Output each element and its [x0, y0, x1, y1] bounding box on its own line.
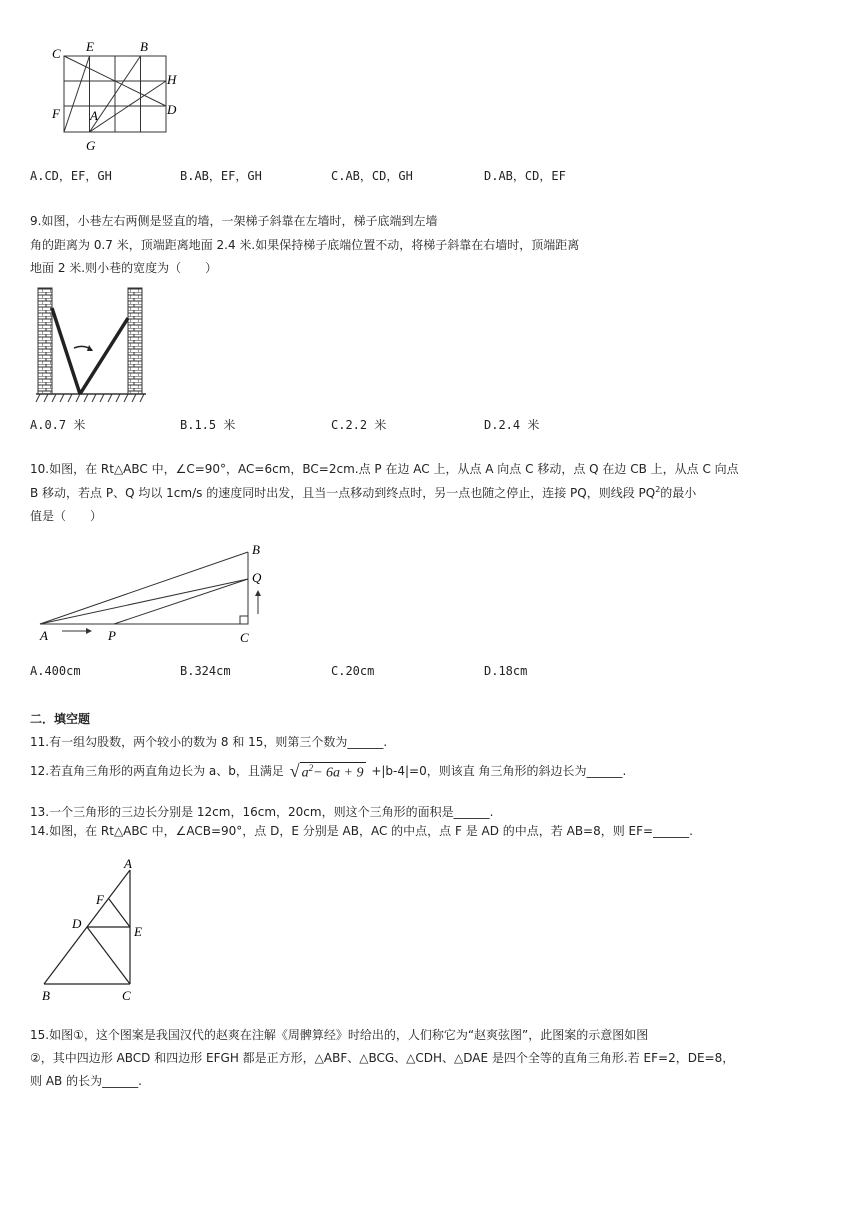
q10-option-d[interactable]: D.18cm — [484, 664, 528, 678]
q10-label-q: Q — [252, 570, 262, 585]
q10-option-c[interactable]: C.20cm — [331, 664, 375, 678]
q8-option-b[interactable]: B.AB，EF，GH — [180, 169, 262, 183]
q14-label-b: B — [42, 988, 50, 1003]
q10-label-a: A — [40, 628, 48, 643]
q8-label-g: G — [86, 138, 96, 153]
q10-text-line2 — [30, 484, 696, 501]
q10-square-sup: 2 — [655, 485, 661, 494]
q8-label-f: F — [52, 106, 60, 121]
q10-text-line3: 值是（ ） — [30, 509, 103, 523]
q10-label-b: B — [252, 542, 260, 557]
q10-label-p: P — [108, 628, 116, 643]
q10-option-b[interactable]: B.324cm — [180, 664, 231, 678]
q10-triangle-figure — [34, 536, 274, 650]
q10-text-line2a: B 移动，若点 P、Q 均以 1cm/s 的速度同时出发，且当一点移动到终点时，另一点也随之停止，连接 PQ，则线段 PQ — [30, 486, 656, 500]
q13-text: 13.一个三角形的三边长分别是 12cm，16cm，20cm，则这个三角形的面积是______. — [30, 805, 494, 819]
q14-label-f: F — [96, 892, 104, 907]
q8-label-a: A — [90, 108, 98, 123]
q9-option-b[interactable]: B.1.5 米 — [180, 418, 236, 432]
q12-text-after: +|b-4|=0，则该直 角三角形的斜边长为______. — [371, 764, 627, 778]
q8-label-c: C — [52, 46, 61, 61]
q11-text: 11.有一组勾股数，两个较小的数为 8 和 15，则第三个数为______. — [30, 735, 388, 749]
q14-label-a: A — [124, 856, 132, 871]
q14-text: 14.如图，在 Rt△ABC 中，∠ACB=90°，点 D，E 分别是 AB，AC 的中点，点 F 是 AD 的中点，若 AB=8，则 EF=______. — [30, 824, 693, 838]
q9-option-a[interactable]: A.0.7 米 — [30, 418, 86, 432]
q9-text-line3: 地面 2 米.则小巷的宽度为（ ） — [30, 261, 218, 275]
q8-grid-figure — [48, 38, 188, 158]
q8-label-h: H — [167, 72, 177, 87]
q9-option-d[interactable]: D.2.4 米 — [484, 418, 540, 432]
q12-text — [30, 761, 626, 782]
q10-option-a[interactable]: A.400cm — [30, 664, 81, 678]
q8-option-d[interactable]: D.AB，CD，EF — [484, 169, 566, 183]
q9-text-line1: 9.如图，小巷左右两侧是竖直的墙，一架梯子斜靠在左墙时，梯子底端到左墙 — [30, 214, 438, 228]
q8-label-d: D — [167, 102, 177, 117]
q14-label-e: E — [134, 924, 142, 939]
q14-triangle-figure — [36, 856, 156, 1006]
q15-text-line2: ②，其中四边形 ABCD 和四边形 EFGH 都是正方形，△ABF、△BCG、△CDH、△DAE 是四个全等的直角三角形.若 EF=2，DE=8， — [30, 1051, 735, 1065]
q12-radicand-sup: 2 — [308, 763, 314, 774]
q9-ladder-figure — [34, 286, 154, 410]
section-title-fill-in: 二．填空题 — [30, 712, 91, 726]
q12-text-before: 12.若直角三角形的两直角边长为 a、b，且满足 — [30, 764, 284, 778]
q12-radicand-rest: − 6a + 9 — [313, 766, 364, 781]
q15-text-line3: 则 AB 的长为______. — [30, 1074, 142, 1088]
q8-option-c[interactable]: C.AB，CD，GH — [331, 169, 413, 183]
q8-label-e: E — [86, 39, 94, 54]
q10-text-line2b: 的最小 — [660, 486, 697, 500]
q15-text-line1: 15.如图①，这个图案是我国汉代的赵爽在注解《周髀算经》时给出的，人们称它为“赵爽弦图”，此图案的示意图如图 — [30, 1028, 649, 1042]
q9-option-c[interactable]: C.2.2 米 — [331, 418, 387, 432]
q10-label-c: C — [240, 630, 249, 645]
q12-radicand-a: a — [301, 766, 309, 781]
q8-label-b: B — [140, 39, 148, 54]
q12-sqrt-expression: √ $a^2- 6a + 9$ — [289, 761, 364, 781]
q14-label-c: C — [122, 988, 131, 1003]
q8-option-a[interactable]: A.CD，EF，GH — [30, 169, 112, 183]
q14-label-d: D — [72, 916, 82, 931]
q10-text-line1: 10.如图，在 Rt△ABC 中，∠C=90°，AC=6cm，BC=2cm.点 P 在边 AC 上，从点 A 向点 C 移动，点 Q 在边 CB 上，从点 C 向点 — [30, 462, 739, 476]
q9-text-line2: 角的距离为 0.7 米，顶端距离地面 2.4 米.如果保持梯子底端位置不动，将梯子斜靠在右墙时，顶端距离 — [30, 238, 580, 252]
